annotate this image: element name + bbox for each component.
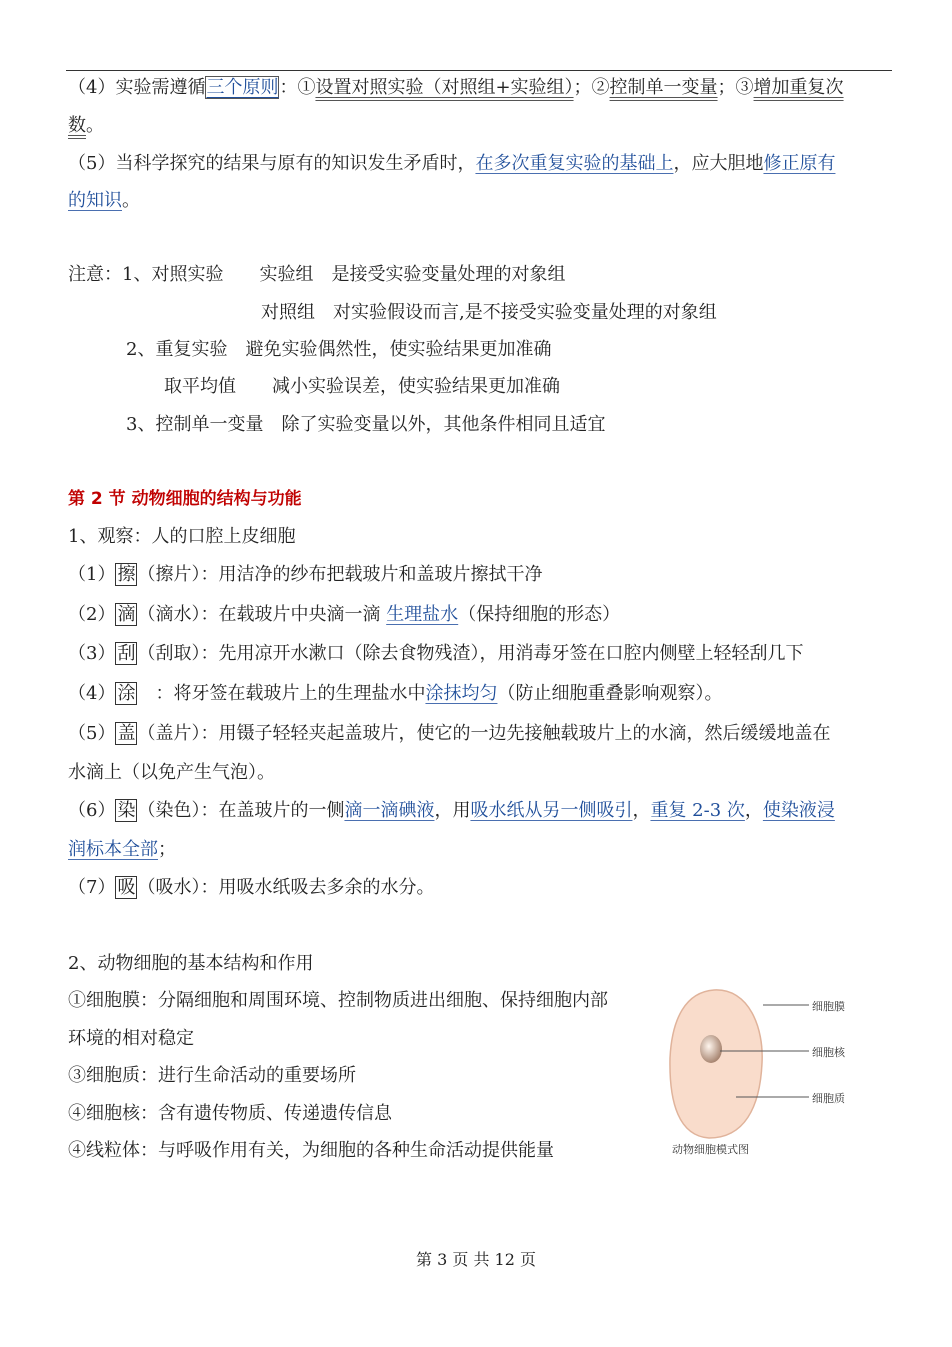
text-line: [68, 114, 104, 138]
text-span: 数: [68, 115, 86, 136]
text-span: 取平均值 减小实验误差，使实验结果更加准确: [164, 376, 560, 397]
text-span: （6）: [68, 800, 116, 821]
text-span: ①细胞膜：分隔细胞和周围环境、控制物质进出细胞、保持细胞内部: [68, 990, 608, 1011]
text-span: 2、重复实验 避免实验偶然性，使实验结果更加准确: [126, 339, 552, 360]
text-line: [68, 952, 313, 976]
text-line: [68, 1027, 194, 1051]
text-span: 环境的相对稳定: [68, 1028, 194, 1049]
text-span: 2、动物细胞的基本结构和作用: [68, 953, 314, 974]
text-span: （4）实验需遵循: [68, 77, 206, 98]
text-line: [68, 989, 608, 1013]
text-span: 第 2 节 动物细胞的结构与功能: [68, 489, 302, 509]
highlighted-text: 的知识: [68, 190, 122, 211]
figure-caption: 动物细胞模式图: [672, 1143, 749, 1156]
text-line: [68, 799, 835, 823]
text-span: 控制单一变量: [609, 77, 718, 98]
highlighted-text: 修正原有: [763, 153, 836, 174]
text-span: 。: [86, 115, 104, 136]
text-line: [68, 1139, 554, 1163]
text-line: [68, 642, 803, 666]
text-line: [68, 1064, 356, 1088]
text-span: 增加重复次: [753, 77, 844, 98]
text-line: [126, 338, 551, 362]
text-line: [68, 563, 542, 587]
text-span: （染色）：在盖玻片的一侧: [137, 800, 345, 821]
text-span: （5）当科学探究的结果与原有的知识发生矛盾时，: [68, 153, 476, 174]
cell-nucleus: [700, 1035, 722, 1063]
text-line: [68, 761, 275, 785]
text-line: [68, 1102, 392, 1126]
section-heading: [68, 487, 302, 511]
text-line: [68, 682, 722, 706]
text-line: [68, 525, 295, 549]
text-line: [68, 838, 176, 862]
boxed-keyword: 滴: [117, 604, 136, 625]
label-cell-membrane: 细胞膜: [812, 1000, 845, 1013]
boxed-keyword: 吸: [117, 877, 136, 898]
boxed-keyword: 涂: [117, 683, 136, 704]
page-number: 第 3 页 共 12 页: [416, 1250, 536, 1269]
text-span: ；②: [573, 77, 610, 98]
text-span: ，: [632, 800, 651, 821]
label-nucleus: 细胞核: [812, 1046, 845, 1059]
text-span: 1、观察：人的口腔上皮细胞: [68, 526, 296, 547]
text-span: ，: [744, 800, 763, 821]
text-span: （7）: [68, 877, 116, 898]
text-span: （保持细胞的形态）: [458, 604, 621, 625]
text-line: [68, 876, 434, 900]
text-line: [164, 375, 560, 399]
text-span: （滴水）：在载玻片中央滴一滴: [137, 604, 387, 625]
text-span: （1）: [68, 564, 116, 585]
boxed-keyword: 盖: [117, 723, 136, 744]
boxed-keyword: 擦: [117, 564, 136, 585]
boxed-keyword: 染: [117, 800, 136, 821]
text-span: （盖片）：用镊子轻轻夹起盖玻片，使它的一边先接触载玻片上的水滴，然后缓缓地盖在: [137, 723, 831, 744]
text-line: [261, 301, 717, 325]
highlighted-text: 生理盐水: [386, 604, 459, 625]
highlighted-text: 在多次重复实验的基础上: [475, 153, 674, 174]
text-line: [68, 603, 620, 627]
cell-membrane: [670, 990, 762, 1138]
text-line: [68, 152, 835, 176]
text-span: ：将牙签在载玻片上的生理盐水中: [137, 683, 426, 704]
text-span: ；: [158, 839, 176, 860]
text-span: （擦片）：用洁净的纱布把载玻片和盖玻片擦拭干净: [137, 564, 543, 585]
text-span: 水滴上（以免产生气泡）。: [68, 762, 275, 783]
highlighted-text: 润标本全部: [68, 839, 158, 860]
text-span: ：: [279, 77, 298, 98]
text-span: （2）: [68, 604, 116, 625]
text-span: 。: [122, 190, 140, 211]
highlighted-text: 吸水纸从另一侧吸引: [470, 800, 633, 821]
text-span: （3）: [68, 643, 116, 664]
text-span: ①: [297, 77, 316, 98]
text-span: （5）: [68, 723, 116, 744]
animal-cell-figure: [664, 988, 864, 1156]
text-span: 注意：1、对照实验 实验组 是接受实验变量处理的对象组: [68, 264, 566, 285]
text-span: （4）: [68, 683, 116, 704]
text-span: （防止细胞重叠影响观察）。: [497, 683, 723, 704]
text-span: ③细胞质：进行生命活动的重要场所: [68, 1065, 356, 1086]
text-span: ；③: [717, 77, 754, 98]
text-span: 3、控制单一变量 除了实验变量以外，其他条件相同且适宜: [126, 414, 606, 435]
highlighted-text: 涂抹均匀: [425, 683, 498, 704]
highlighted-text: 使染液浸: [762, 800, 835, 821]
text-span: （刮取）：先用凉开水漱口（除去食物残渣），用消毒牙签在口腔内侧壁上轻轻刮几下: [137, 643, 804, 664]
highlighted-text: 三个原则: [206, 77, 279, 98]
text-line: [68, 189, 140, 213]
highlighted-text: 滴一滴碘液: [344, 800, 435, 821]
highlighted-text: 重复 2-3 次: [650, 800, 745, 821]
header-rule: [66, 70, 892, 71]
text-line: [68, 722, 830, 746]
text-span: 对照组 对实验假设而言,是不接受实验变量处理的对象组: [261, 302, 717, 323]
text-span: ④细胞核：含有遗传物质、传递遗传信息: [68, 1103, 392, 1124]
boxed-keyword: 刮: [117, 643, 136, 664]
text-span: ，应大胆地: [673, 153, 764, 174]
text-span: ④线粒体：与呼吸作用有关，为细胞的各种生命活动提供能量: [68, 1140, 554, 1161]
text-span: ，用: [434, 800, 471, 821]
text-span: 设置对照实验（对照组+实验组）: [315, 77, 574, 98]
text-span: （吸水）：用吸水纸吸去多余的水分。: [137, 877, 435, 898]
text-line: [68, 76, 844, 100]
text-line: [126, 413, 605, 437]
text-line: [68, 263, 565, 287]
label-cytoplasm: 细胞质: [812, 1092, 845, 1105]
